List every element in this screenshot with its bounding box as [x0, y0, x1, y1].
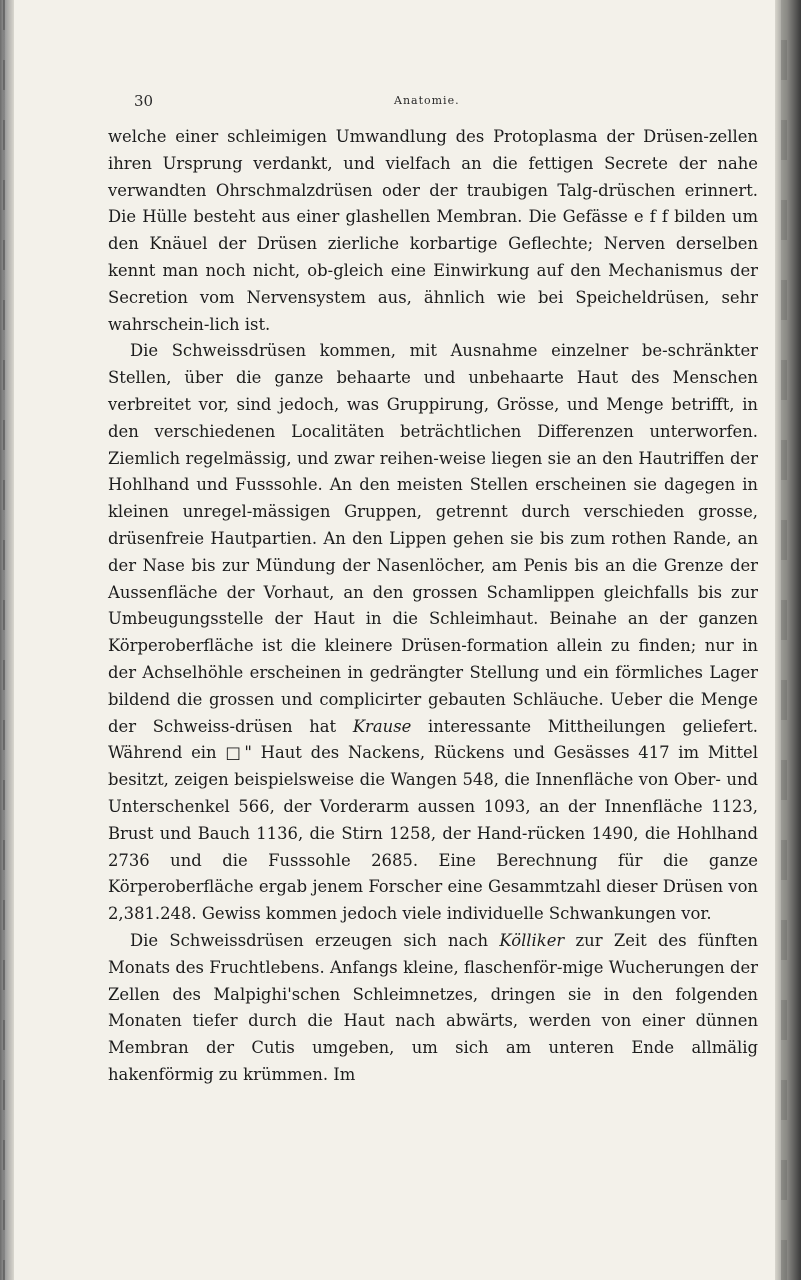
page-number: 30	[134, 92, 154, 110]
paragraph	[108, 928, 758, 1089]
paragraph-text: welche einer schleimigen Umwandlung des Protoplasma der Drüsen-zellen ihren Ursprung verdankt, und vielfach an die fettigen Secrete der nahe verwandten Ohrschmalzdrüsen oder der traubigen Talg-drüschen erinnert. Die Hülle besteht aus einer glashellen Membran. Die Gefässe e f f bilden um den Knäuel der Drüsen zierliche korbartige Geflechte; Nerven derselben kennt man noch nicht, ob-gleich eine Einwirkung auf den Mechanismus der Secretion vom Nervensystem aus, ähnlich wie bei Speicheldrüsen, sehr wahrschein-lich ist.	[108, 127, 758, 334]
paragraph-text: Die Schweissdrüsen erzeugen sich nach	[130, 930, 500, 950]
page-right-edge-shadow	[775, 0, 801, 1280]
paragraph	[108, 124, 758, 338]
page-header	[118, 92, 758, 114]
author-name: Kölliker	[499, 930, 565, 950]
paragraph-text: Die Schweissdrüsen kommen, mit Ausnahme einzelner be-schränkter Stellen, über die ganze behaarte und unbehaarte Haut des Menschen verbreitet vor, sind jedoch, was Gruppirung, Grösse, und Menge betrifft, in den verschiedenen Localitäten beträchtlichen Differenzen unterworfen. Ziemlich regelmässig, und zwar reihen-weise liegen sie an den Hautriffen der Hohlhand und Fusssohle. An den meisten Stellen erscheinen sie dagegen in kleinen unregel-mässigen Gruppen, getrennt durch verschieden grosse, drüsenfreie Hautpartien. An den Lippen gehen sie bis zum rothen Rande, an der Nase bis zur Mündung der Nasenlöcher, am Penis bis an die Grenze der Aussenfläche der Vorhaut, an den grossen Schamlippen gleichfalls bis zur Umbeugungsstelle der Haut in die Schleimhaut. Beinahe an der ganzen Körperoberfläche ist die kleinere Drüsen-formation allein zu finden; nur in der Achselhöhle erscheinen in gedrängter Stellung und ein förmliches Lager bildend die grossen und complicirter gebauten Schläuche. Ueber die Menge der Schweiss-drüsen hat	[108, 341, 758, 736]
paragraph	[108, 338, 758, 928]
running-head: Anatomie.	[394, 94, 460, 107]
author-name: Krause	[352, 716, 412, 736]
body-text	[108, 124, 758, 1089]
page-left-edge-shadow	[0, 0, 14, 1280]
paragraph-text: zur Zeit des fünften Monats des Fruchtlebens. Anfangs kleine, flaschenför-mige Wucherungen der Zellen des Malpighi'schen Schleimnetzes, dringen sie in den folgenden Monaten tiefer durch die Haut nach abwärts, werden von einer dünnen Membran der Cutis umgeben, um sich am unteren Ende allmälig hakenförmig zu krümmen. Im	[108, 930, 758, 1084]
paragraph-text: interessante Mittheilungen geliefert. Während ein □" Haut des Nackens, Rückens und Gesässes 417 im Mittel besitzt, zeigen beispielsweise die Wangen 548, die Innenfläche von Ober- und Unterschenkel 566, der Vorderarm aussen 1093, an der Innenfläche 1123, Brust und Bauch 1136, die Stirn 1258, der Hand-rücken 1490, die Hohlhand 2736 und die Fusssohle 2685. Eine Berechnung für die ganze Körperoberfläche ergab jenem Forscher eine Gesammtzahl dieser Drüsen von 2,381.248. Gewiss kommen jedoch viele individuelle Schwankungen vor.	[108, 716, 758, 924]
